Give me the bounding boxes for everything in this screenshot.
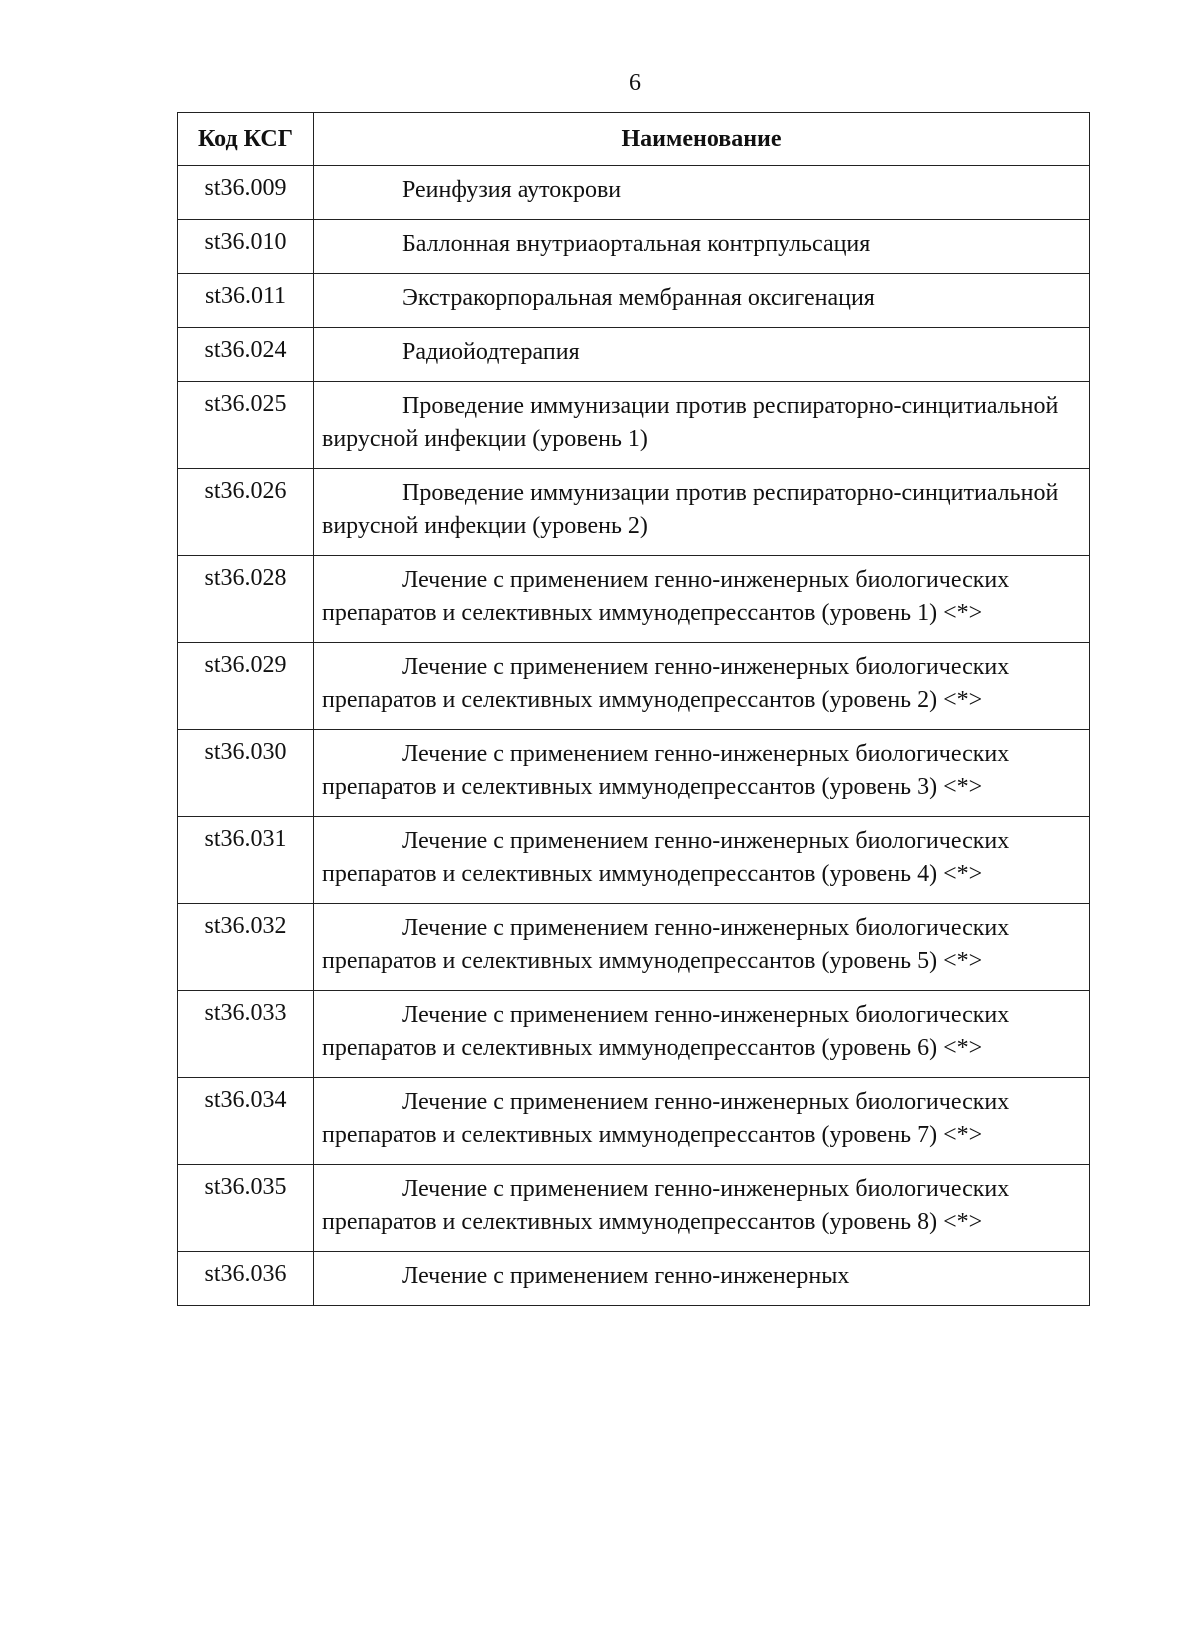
table-row — [178, 1078, 1090, 1165]
ksg-code-cell: st36.033 — [178, 991, 314, 1078]
table-row — [178, 991, 1090, 1078]
table-row — [178, 643, 1090, 730]
ksg-name-cell: Баллонная внутриаортальная контрпульсация — [314, 220, 1090, 274]
table-row — [178, 1252, 1090, 1306]
ksg-code-cell: st36.024 — [178, 328, 314, 382]
ksg-code-cell: st36.036 — [178, 1252, 314, 1306]
ksg-name-cell: Лечение с применением генно-инженерных биологических препаратов и селективных иммунодепрессантов (уровень 5) <*> — [314, 904, 1090, 991]
ksg-name-cell: Лечение с применением генно-инженерных биологических препаратов и селективных иммунодепрессантов (уровень 2) <*> — [314, 643, 1090, 730]
column-header-name: Наименование — [314, 113, 1090, 166]
ksg-code-cell: st36.029 — [178, 643, 314, 730]
ksg-name-cell: Радиойодтерапия — [314, 328, 1090, 382]
ksg-code-cell: st36.026 — [178, 469, 314, 556]
table-row — [178, 469, 1090, 556]
ksg-name-cell: Реинфузия аутокрови — [314, 166, 1090, 220]
ksg-name-cell: Проведение иммунизации против респираторно-синцитиальной вирусной инфекции (уровень 1) — [314, 382, 1090, 469]
ksg-code-cell: st36.035 — [178, 1165, 314, 1252]
ksg-name-cell: Экстракорпоральная мембранная оксигенация — [314, 274, 1090, 328]
table-row — [178, 904, 1090, 991]
table-row — [178, 166, 1090, 220]
table-row — [178, 220, 1090, 274]
table-row — [178, 382, 1090, 469]
table-row — [178, 817, 1090, 904]
column-header-code: Код КСГ — [178, 113, 314, 166]
ksg-code-cell: st36.032 — [178, 904, 314, 991]
table-row — [178, 274, 1090, 328]
table-row — [178, 730, 1090, 817]
ksg-name-cell: Лечение с применением генно-инженерных — [314, 1252, 1090, 1306]
table-header-row — [178, 113, 1090, 166]
table-row — [178, 556, 1090, 643]
ksg-name-cell: Проведение иммунизации против респираторно-синцитиальной вирусной инфекции (уровень 2) — [314, 469, 1090, 556]
ksg-code-cell: st36.031 — [178, 817, 314, 904]
ksg-table — [177, 112, 1090, 1306]
table-body — [178, 166, 1090, 1306]
ksg-name-cell: Лечение с применением генно-инженерных биологических препаратов и селективных иммунодепрессантов (уровень 4) <*> — [314, 817, 1090, 904]
table-row — [178, 328, 1090, 382]
table-row — [178, 1165, 1090, 1252]
ksg-name-cell: Лечение с применением генно-инженерных биологических препаратов и селективных иммунодепрессантов (уровень 3) <*> — [314, 730, 1090, 817]
ksg-code-cell: st36.010 — [178, 220, 314, 274]
ksg-code-cell: st36.030 — [178, 730, 314, 817]
ksg-code-cell: st36.034 — [178, 1078, 314, 1165]
ksg-name-cell: Лечение с применением генно-инженерных биологических препаратов и селективных иммунодепрессантов (уровень 7) <*> — [314, 1078, 1090, 1165]
ksg-code-cell: st36.009 — [178, 166, 314, 220]
ksg-code-cell: st36.011 — [178, 274, 314, 328]
page-number: 6 — [629, 70, 641, 96]
ksg-name-cell: Лечение с применением генно-инженерных биологических препаратов и селективных иммунодепрессантов (уровень 6) <*> — [314, 991, 1090, 1078]
ksg-code-cell: st36.025 — [178, 382, 314, 469]
ksg-name-cell: Лечение с применением генно-инженерных биологических препаратов и селективных иммунодепрессантов (уровень 8) <*> — [314, 1165, 1090, 1252]
ksg-name-cell: Лечение с применением генно-инженерных биологических препаратов и селективных иммунодепрессантов (уровень 1) <*> — [314, 556, 1090, 643]
ksg-code-cell: st36.028 — [178, 556, 314, 643]
